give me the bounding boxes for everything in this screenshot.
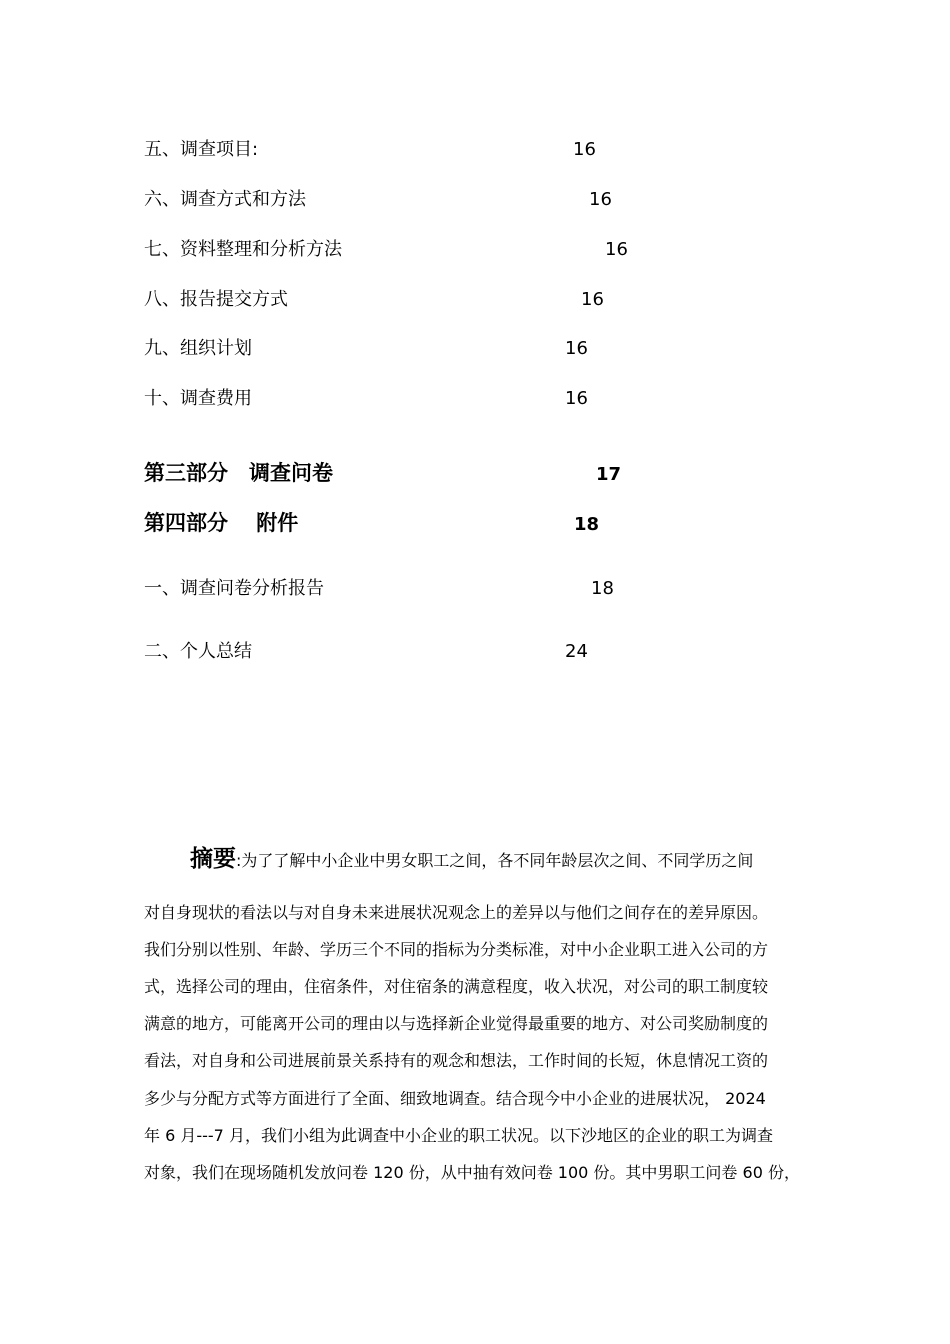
toc-part-page: 17 [596, 464, 622, 485]
toc-item-label: 五、调查项目: [144, 139, 259, 160]
abstract-line: 对自身现状的看法以与对自身未来进展状况观念上的差异以与他们之间存在的差异原因。 [144, 903, 769, 922]
abstract-line: 看法，对自身和公司进展前景关系持有的观念和想法，工作时间的长短，休息情况工资的 [144, 1051, 769, 1070]
toc-item-label: 七、资料整理和分析方法 [144, 239, 342, 260]
toc-appendix-page: 24 [565, 641, 588, 662]
toc-part-page: 18 [574, 514, 600, 535]
toc-item-label: 六、调查方式和方法 [144, 189, 306, 210]
abstract-line: :为了了解中小企业中男女职工之间，各不同年龄层次之间、不同学历之间 [236, 851, 754, 870]
toc-item-label: 九、组织计划 [144, 338, 252, 359]
toc-item-page: 16 [589, 189, 612, 210]
toc-part-label: 第四部分 附件 [144, 511, 299, 535]
abstract-title: 摘要 [190, 846, 236, 872]
toc-item-page: 16 [605, 239, 628, 260]
abstract-line: 我们分别以性别、年龄、学历三个不同的指标为分类标准，对中小企业职工进入公司的方 [144, 940, 769, 959]
toc-item-page: 16 [581, 289, 604, 310]
abstract-line: 式，选择公司的理由，住宿条件，对住宿条的满意程度，收入状况，对公司的职工制度较 [144, 977, 769, 996]
abstract-line: 对象，我们在现场随机发放问卷 120 份，从中抽有效问卷 100 份。其中男职工问卷 60 份， [144, 1163, 800, 1182]
abstract-line: 年 6 月---7 月，我们小组为此调查中小企业的职工状况。以下沙地区的企业的职工为调查 [144, 1126, 773, 1145]
abstract-line: 多少与分配方式等方面进行了全面、细致地调查。结合现今中小企业的进展状况， 2024 [144, 1089, 766, 1108]
toc-appendix-page: 18 [591, 578, 614, 599]
toc-item-label: 八、报告提交方式 [144, 289, 288, 310]
toc-appendix-label: 二、个人总结 [144, 641, 252, 662]
abstract-line: 满意的地方，可能离开公司的理由以与选择新企业觉得最重要的地方、对公司奖励制度的 [144, 1014, 769, 1033]
toc-appendix-label: 一、调查问卷分析报告 [144, 578, 324, 599]
toc-item-page: 16 [565, 388, 588, 409]
abstract-first-line [190, 848, 753, 872]
toc-part-label: 第三部分 调查问卷 [144, 461, 333, 485]
toc-item-page: 16 [565, 338, 588, 359]
toc-item-page: 16 [573, 139, 596, 160]
toc-item-label: 十、调查费用 [144, 388, 252, 409]
